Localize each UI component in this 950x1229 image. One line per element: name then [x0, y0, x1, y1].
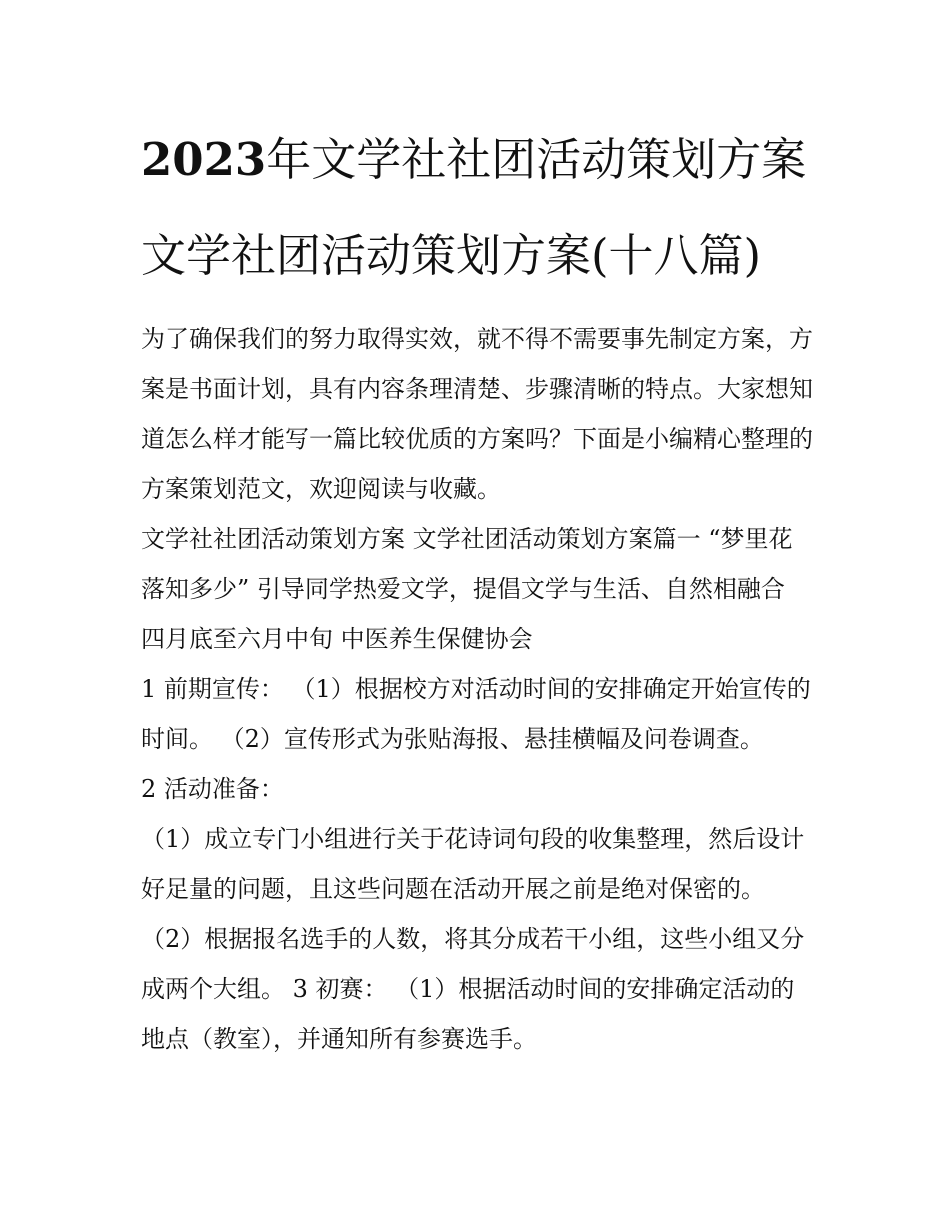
preparation-heading: 2 活动准备：	[141, 775, 284, 803]
document-body	[141, 314, 813, 1064]
intro-paragraph: 为了确保我们的努力取得实效，就不得不需要事先制定方案，方案是书面计划，具有内容条理清楚、步骤清晰的特点。大家想知道怎么样才能写一篇比较优质的方案吗？下面是小编精心整理的方案策划范文，欢迎阅读与收藏。	[141, 325, 813, 503]
section-heading-paragraph: 文学社社团活动策划方案 文学社团活动策划方案篇一 “梦里花落知多少” 引导同学热爱文学，提倡文学与生活、自然相融合 四月底至六月中旬 中医养生保健协会	[141, 525, 793, 653]
title-year: 2023	[141, 133, 267, 186]
document-title	[141, 112, 813, 304]
document-page	[141, 112, 813, 1064]
preparation-paragraph: （1）成立专门小组进行关于花诗词句段的收集整理，然后设计好足量的问题，且这些问题在活动开展之前是绝对保密的。 （2）根据报名选手的人数，将其分成若干小组，这些小组又分成两个大组。 3 初赛： （1）根据活动时间的安排确定活动的地点（教室），并通知所有参赛选手。	[141, 825, 805, 1053]
title-text: 年文学社社团活动策划方案 文学社团活动策划方案(十八篇)	[141, 133, 807, 282]
publicity-paragraph: 1 前期宣传： （1）根据校方对活动时间的安排确定开始宣传的时间。 （2）宣传形式为张贴海报、悬挂横幅及问卷调查。	[141, 675, 811, 753]
